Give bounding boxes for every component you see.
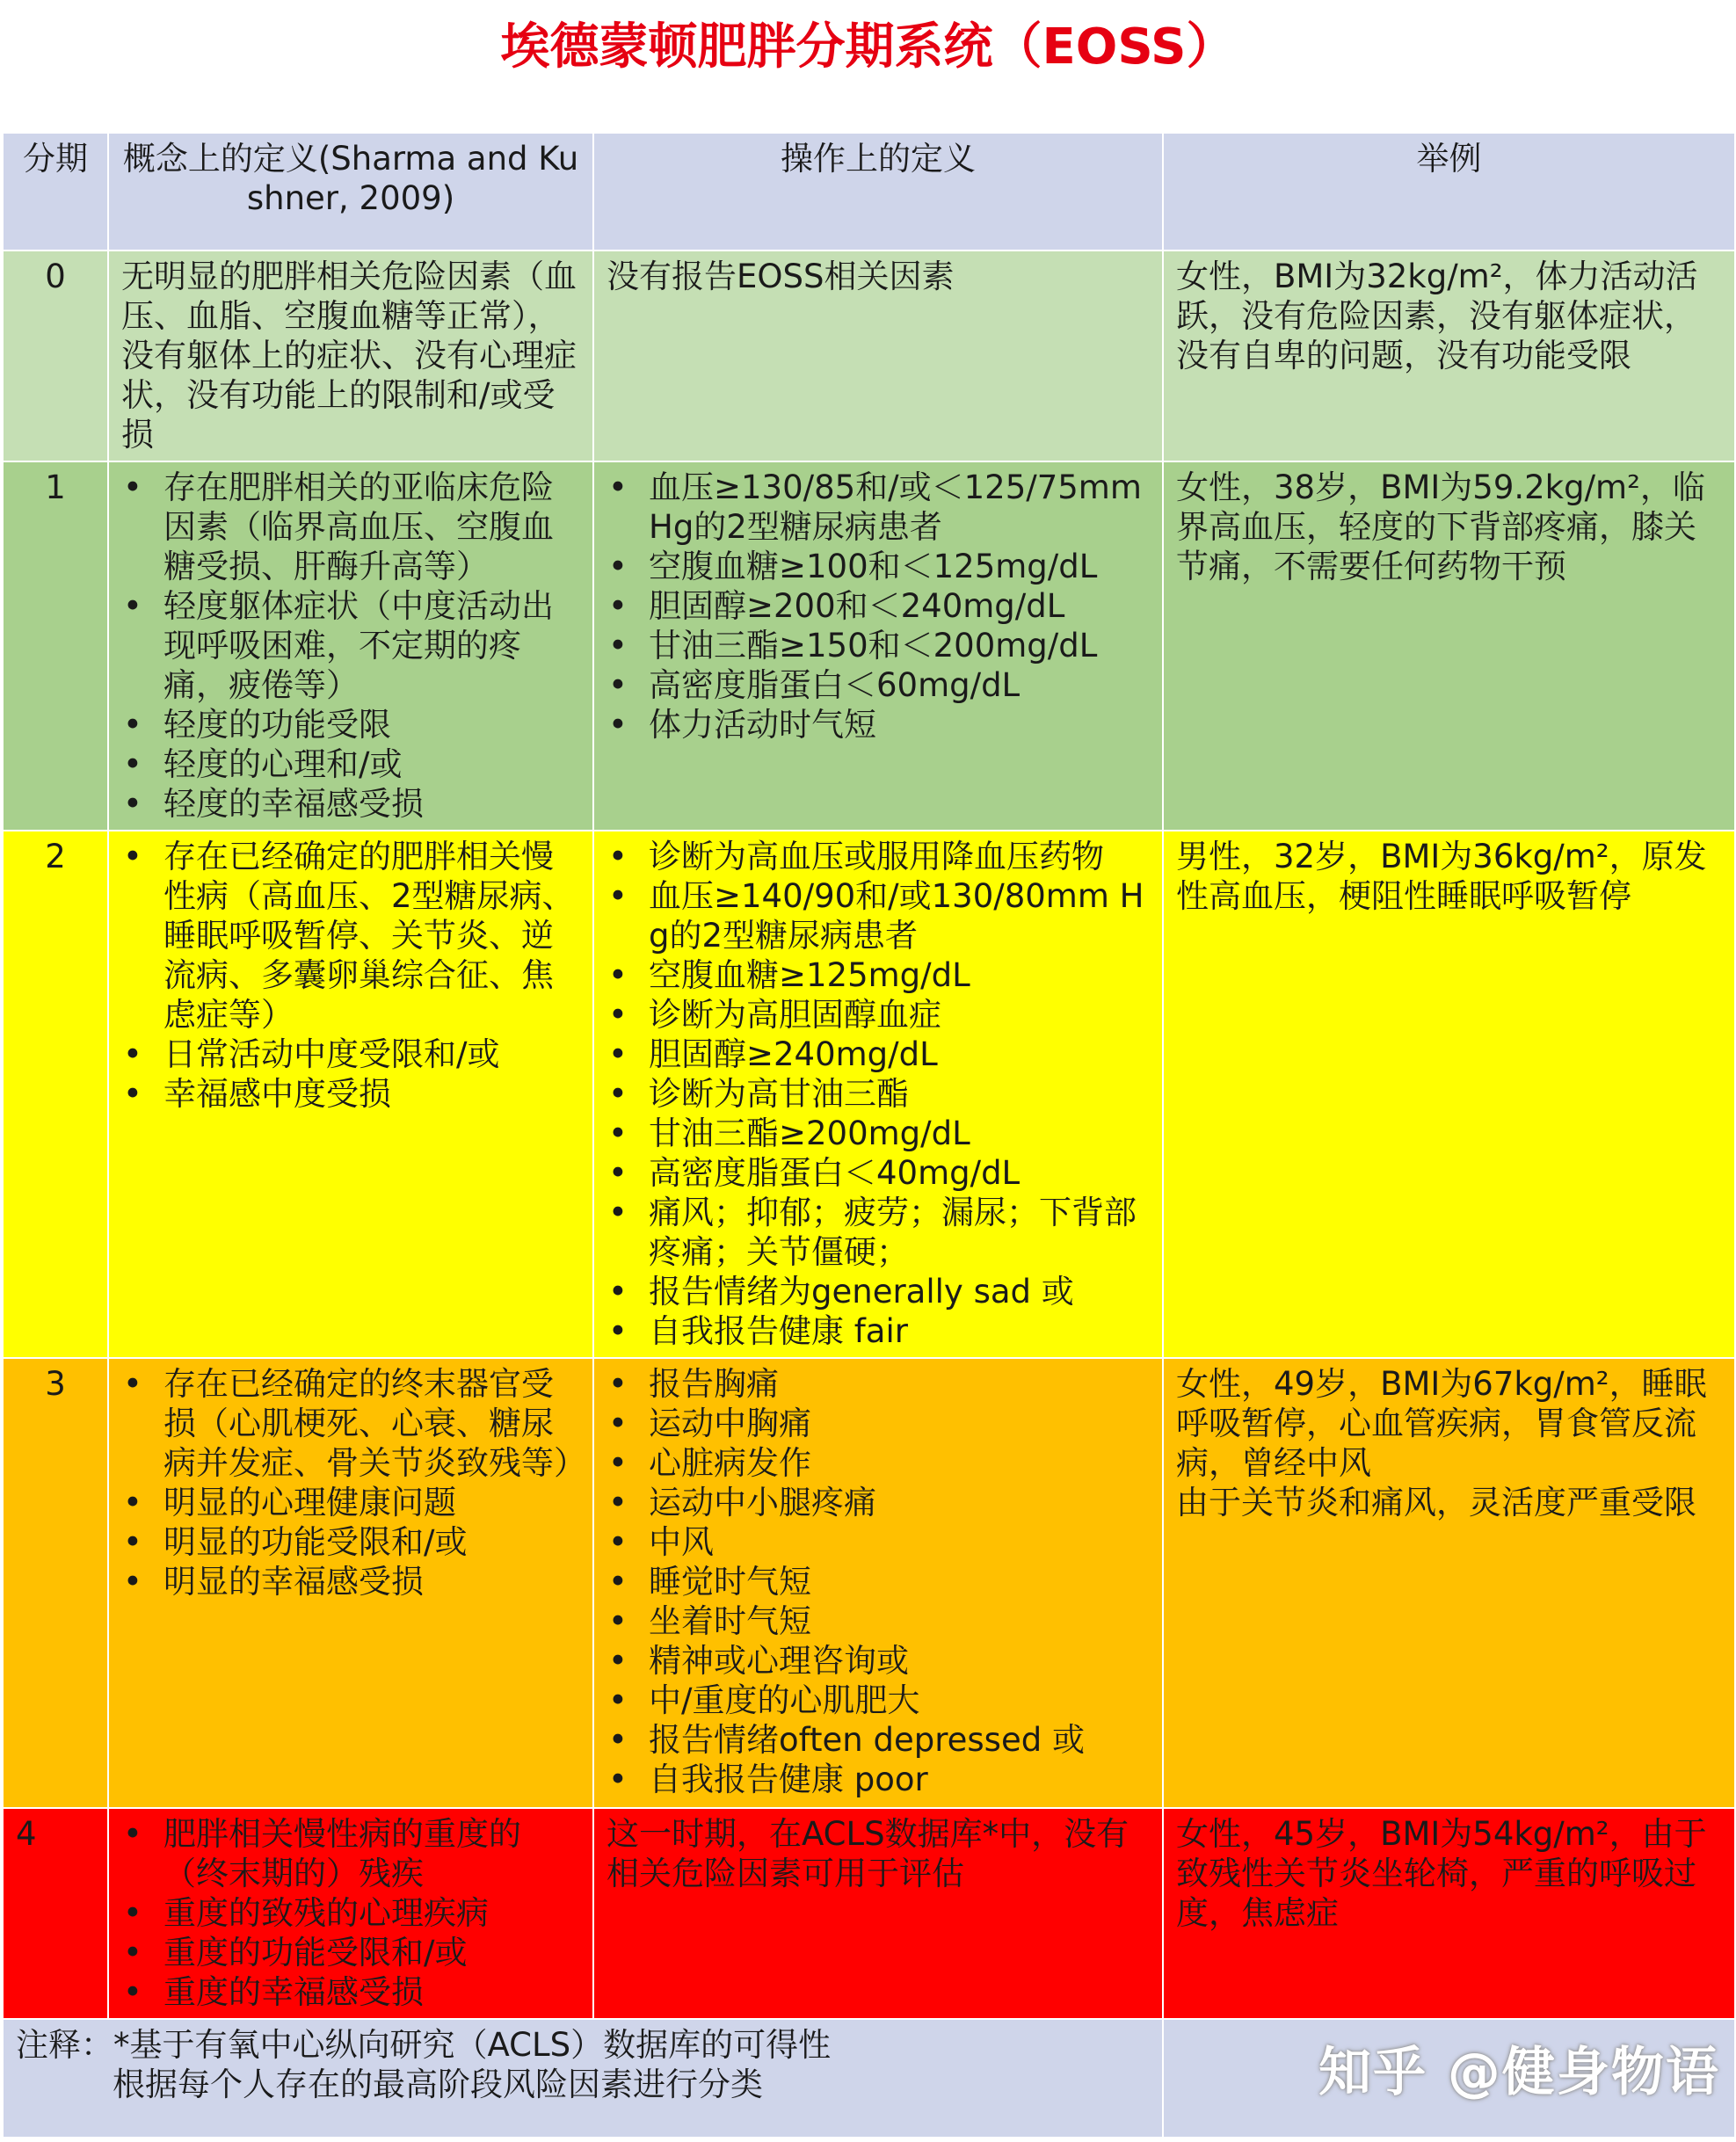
list-item: • 报告情绪为generally sad 或 [607, 1272, 1150, 1311]
list-item: • 高密度脂蛋白＜60mg/dL [607, 665, 1150, 705]
list-item: • 痛风；抑郁；疲劳；漏尿；下背部疼痛；关节僵硬； [607, 1193, 1150, 1272]
table-header-row [3, 133, 1735, 251]
list-item: • 空腹血糖≥100和＜125mg/dL [607, 547, 1150, 586]
list-item: • 诊断为高胆固醇血症 [607, 995, 1150, 1035]
conceptual-cell [108, 831, 593, 1358]
header-operational: 操作上的定义 [593, 133, 1163, 251]
list-item: • 胆固醇≥240mg/dL [607, 1035, 1150, 1074]
list-item: • 血压≥140/90和/或130/80mm Hg的2型糖尿病患者 [607, 876, 1150, 955]
example-cell: 男性，32岁，BMI为36kg/m²，原发性高血压，梗阻性睡眠呼吸暂停 [1163, 831, 1735, 1358]
list-item: • 轻度躯体症状（中度活动出现呼吸困难，不定期的疼痛，疲倦等） [121, 586, 580, 705]
stage-cell: 3 [3, 1358, 108, 1808]
list-item: • 报告情绪often depressed 或 [607, 1720, 1150, 1760]
list-item: • 精神或心理咨询或 [607, 1641, 1150, 1681]
example-cell [1163, 1358, 1735, 1808]
example-text-extra: 由于关节炎和痛风，灵活度严重受限 [1176, 1484, 1696, 1521]
stage-cell: 0 [3, 251, 108, 461]
list-item: • 存在已经确定的终末器官受损（心肌梗死、心衰、糖尿病并发症、骨关节炎致残等） [121, 1364, 580, 1483]
stage-cell: 1 [3, 461, 108, 831]
list-item: • 重度的幸福感受损 [121, 1972, 580, 2012]
list-item: • 重度的功能受限和/或 [121, 1933, 580, 1972]
page-title: 埃德蒙顿肥胖分期系统（EOSS） [500, 18, 1236, 76]
list-item: • 胆固醇≥200和＜240mg/dL [607, 586, 1150, 626]
list-item: • 日常活动中度受限和/或 [121, 1035, 580, 1074]
list-item: • 中风 [607, 1522, 1150, 1562]
list-item: • 空腹血糖≥125mg/dL [607, 955, 1150, 995]
example-cell: 女性，45岁，BMI为54kg/m²，由于致残性关节炎坐轮椅，严重的呼吸过度，焦虑症 [1163, 1808, 1735, 2019]
list-item: • 运动中胸痛 [607, 1404, 1150, 1443]
note-line-2: 根据每个人存在的最高阶段风险因素进行分类 [113, 2066, 763, 2103]
table-row [3, 1808, 1735, 2019]
list-item: • 肥胖相关慢性病的重度的（终末期的）残疾 [121, 1814, 580, 1893]
list-item: • 明显的幸福感受损 [121, 1562, 580, 1601]
list-item: • 轻度的功能受限 [121, 705, 580, 744]
example-text: 女性，49岁，BMI为67kg/m²，睡眠呼吸暂停，心血管疾病，胃食管反流病，曾经中风 [1176, 1365, 1707, 1482]
list-item: • 轻度的心理和/或 [121, 744, 580, 784]
operational-cell [593, 831, 1163, 1358]
operational-cell [593, 461, 1163, 831]
list-item: • 重度的致残的心理疾病 [121, 1893, 580, 1933]
operational-cell: 没有报告EOSS相关因素 [593, 251, 1163, 461]
list-item: • 高密度脂蛋白＜40mg/dL [607, 1153, 1150, 1193]
stage-cell: 4 [3, 1808, 108, 2019]
list-item: • 轻度的幸福感受损 [121, 784, 580, 824]
notes-cell [3, 2019, 1163, 2138]
stage-cell: 2 [3, 831, 108, 1358]
example-cell: 女性，BMI为32kg/m²，体力活动活跃，没有危险因素，没有躯体症状，没有自卑的问题，没有功能受限 [1163, 251, 1735, 461]
list-item: • 坐着时气短 [607, 1601, 1150, 1641]
list-item: • 报告胸痛 [607, 1364, 1150, 1404]
example-cell: 女性，38岁，BMI为59.2kg/m²，临界高血压，轻度的下背部疼痛，膝关节痛，不需要任何药物干预 [1163, 461, 1735, 831]
list-item: • 体力活动时气短 [607, 705, 1150, 744]
list-item: • 心脏病发作 [607, 1443, 1150, 1483]
header-example: 举例 [1163, 133, 1735, 251]
list-item: • 睡觉时气短 [607, 1562, 1150, 1601]
list-item: • 存在肥胖相关的亚临床危险因素（临界高血压、空腹血糖受损、肝酶升高等） [121, 468, 580, 586]
table-row [3, 251, 1735, 461]
list-item: • 甘油三酯≥200mg/dL [607, 1114, 1150, 1153]
note-line-1: 注释：*基于有氧中心纵向研究（ACLS）数据库的可得性 [16, 2026, 832, 2064]
operational-cell: 这一时期，在ACLS数据库*中，没有相关危险因素可用于评估 [593, 1808, 1163, 2019]
conceptual-cell [108, 461, 593, 831]
list-item: • 自我报告健康 poor [607, 1760, 1150, 1799]
list-item: • 幸福感中度受损 [121, 1074, 580, 1114]
header-stage: 分期 [3, 133, 108, 251]
eoss-table [2, 132, 1736, 2138]
table-row [3, 461, 1735, 831]
watermark: 知乎 @健身物语 [1318, 2042, 1720, 2103]
conceptual-cell [108, 1808, 593, 2019]
list-item: • 诊断为高甘油三酯 [607, 1074, 1150, 1114]
conceptual-cell: 无明显的肥胖相关危险因素（血压、血脂、空腹血糖等正常），没有躯体上的症状、没有心理症状，没有功能上的限制和/或受损 [108, 251, 593, 461]
table-row [3, 831, 1735, 1358]
list-item: • 明显的功能受限和/或 [121, 1522, 580, 1562]
list-item: • 甘油三酯≥150和＜200mg/dL [607, 626, 1150, 665]
list-item: • 诊断为高血压或服用降血压药物 [607, 837, 1150, 876]
list-item: • 运动中小腿疼痛 [607, 1483, 1150, 1522]
list-item: • 存在已经确定的肥胖相关慢性病（高血压、2型糖尿病、睡眠呼吸暂停、关节炎、逆流病、多囊卵巢综合征、焦虑症等） [121, 837, 580, 1035]
operational-cell [593, 1358, 1163, 1808]
table-row [3, 1358, 1735, 1808]
header-conceptual: 概念上的定义(Sharma and Kushner, 2009) [108, 133, 593, 251]
conceptual-cell [108, 1358, 593, 1808]
list-item: • 明显的心理健康问题 [121, 1483, 580, 1522]
list-item: • 自我报告健康 fair [607, 1311, 1150, 1351]
list-item: • 血压≥130/85和/或＜125/75mm Hg的2型糖尿病患者 [607, 468, 1150, 547]
list-item: • 中/重度的心肌肥大 [607, 1681, 1150, 1720]
